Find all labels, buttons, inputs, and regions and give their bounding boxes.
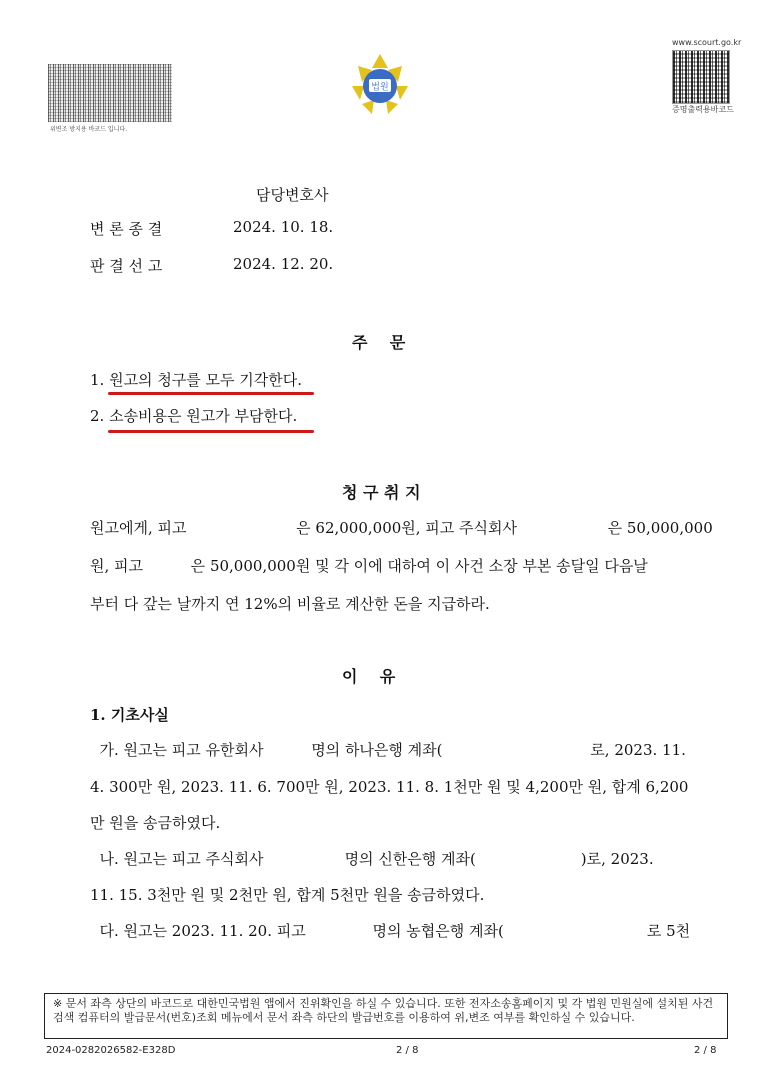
closing-label: 변 론 종 결 bbox=[90, 220, 163, 238]
qr-caption: 증명출력용바코드 bbox=[672, 105, 734, 114]
emblem-text: 법원 bbox=[371, 82, 389, 93]
reason-line-2: 4. 300만 원, 2023. 11. 6. 700만 원, 2023. 11. 8. 1천만 원 및 4,200만 원, 합계 6,200 bbox=[90, 778, 689, 796]
page-number-right: 2 / 8 bbox=[694, 1045, 717, 1056]
claim-title: 청 구 취 지 bbox=[342, 483, 421, 502]
section-basic-facts: 1. 기초사실 bbox=[90, 706, 169, 724]
ruling-date: 2024. 12. 20. bbox=[233, 255, 334, 273]
ruling-label: 판 결 선 고 bbox=[90, 257, 163, 275]
claim-line-1: 원고에게, 피고 은 62,000,000원, 피고 주식회사 은 50,000,000 bbox=[90, 519, 713, 537]
barcode-caption: 위변조 방지용 바코드 입니다. bbox=[50, 126, 128, 133]
court-url[interactable]: www.scourt.go.kr bbox=[672, 38, 742, 47]
closing-date: 2024. 10. 18. bbox=[233, 218, 334, 236]
reason-line-6: 다. 원고는 2023. 11. 20. 피고 명의 농협은행 계좌( 로 5천 bbox=[90, 922, 691, 940]
red-underline-1 bbox=[108, 392, 314, 395]
red-underline-2 bbox=[108, 430, 314, 433]
reason-title: 이 유 bbox=[342, 667, 396, 686]
authenticity-barcode bbox=[48, 64, 172, 122]
reason-line-1: 가. 원고는 피고 유한회사 명의 하나은행 계좌( 로, 2023. 11. bbox=[90, 741, 686, 759]
lawyer-label: 담당변호사 bbox=[256, 186, 329, 204]
claim-line-2: 원, 피고 은 50,000,000원 및 각 이에 대하여 이 사건 소장 부본 송달일 다음날 bbox=[90, 557, 648, 575]
claim-line-3: 부터 다 갚는 날까지 연 12%의 비율로 계산한 돈을 지급하라. bbox=[90, 595, 490, 613]
issue-number: 2024-0282026582-E328D bbox=[46, 1045, 176, 1056]
order-item-2: 2. 소송비용은 원고가 부담한다. bbox=[90, 407, 298, 425]
order-item-1: 1. 원고의 청구를 모두 기각한다. bbox=[90, 371, 303, 389]
verification-qr-code bbox=[672, 50, 730, 104]
reason-line-3: 만 원을 송금하였다. bbox=[90, 814, 221, 832]
court-emblem-icon bbox=[348, 52, 412, 118]
order-title: 주 문 bbox=[352, 333, 406, 352]
reason-line-5: 11. 15. 3천만 원 및 2천만 원, 합계 5천만 원을 송금하였다. bbox=[90, 886, 485, 904]
page-number-center: 2 / 8 bbox=[396, 1045, 419, 1056]
verification-notice: ※ 문서 좌측 상단의 바코드로 대한민국법원 앱에서 진위확인을 하실 수 있습니다. 또한 전자소송홈페이지 및 각 법원 민원실에 설치된 사건검색 컴퓨터의 발급문서(번호)조회 메뉴에서 문서 좌측 하단의 발급번호를 이용하여 위,변조 여부를 확인하실 수 있습니다. bbox=[44, 993, 728, 1039]
reason-line-4: 나. 원고는 피고 주식회사 명의 신한은행 계좌( )로, 2023. bbox=[90, 850, 654, 868]
